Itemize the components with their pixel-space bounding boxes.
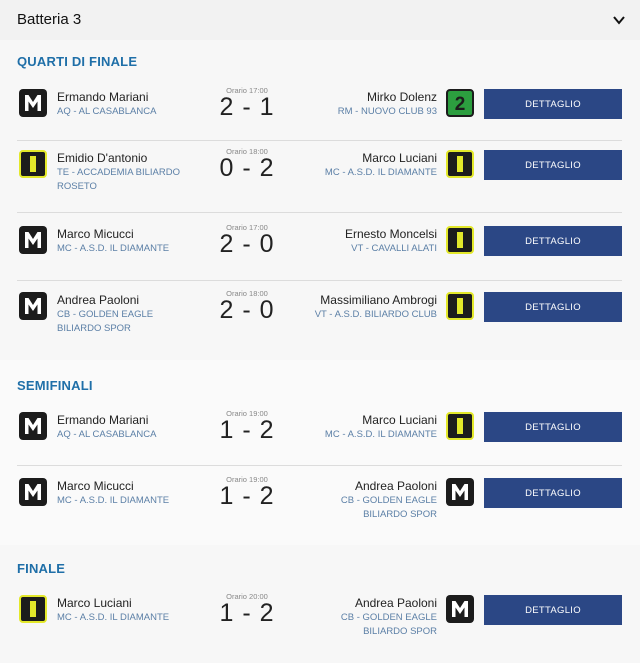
match-divider (17, 212, 622, 213)
dettaglio-button[interactable]: DETTAGLIO (484, 478, 622, 508)
match-time: Orario 17:00 (226, 223, 268, 232)
player1-club: CB - GOLDEN EAGLE BILIARDO SPOR (57, 309, 154, 334)
player2-club: CB - GOLDEN EAGLE BILIARDO SPOR (340, 495, 437, 520)
player2-badge-icon (446, 226, 474, 254)
player1-club: MC - A.S.D. IL DIAMANTE (57, 612, 170, 623)
dettaglio-button[interactable]: DETTAGLIO (484, 150, 622, 180)
match-divider (17, 280, 622, 281)
player1-badge-icon (19, 226, 47, 254)
player2-name: Mirko Dolenz (366, 90, 437, 104)
player1-club: MC - A.S.D. IL DIAMANTE (57, 243, 170, 254)
player2-badge-icon (446, 595, 474, 623)
match-time: Orario 18:00 (226, 147, 268, 156)
dettaglio-button[interactable]: DETTAGLIO (484, 89, 622, 119)
player1-badge-icon (19, 478, 47, 506)
player2-club: CB - GOLDEN EAGLE BILIARDO SPOR (340, 612, 437, 637)
player2-club: MC - A.S.D. IL DIAMANTE (324, 167, 437, 178)
player1-name: Marco Micucci (57, 479, 134, 493)
player1-badge-icon (19, 292, 47, 320)
dettaglio-button[interactable]: DETTAGLIO (484, 595, 622, 625)
player2-club: VT - A.S.D. BILIARDO CLUB (314, 309, 437, 320)
player1-name: Andrea Paoloni (57, 293, 140, 307)
player1-club: TE - ACCADEMIA BILIARDO ROSETO (57, 167, 180, 192)
player2-name: Andrea Paoloni (354, 596, 437, 610)
player2-club: RM - NUOVO CLUB 93 (337, 106, 437, 117)
player2-badge-icon (446, 412, 474, 440)
match-divider (17, 465, 622, 466)
player2-badge-icon (446, 292, 474, 320)
player1-club: MC - A.S.D. IL DIAMANTE (57, 495, 170, 506)
player2-badge-icon (446, 150, 474, 178)
player2-badge-icon (446, 478, 474, 506)
match-score: 2 - 1 (219, 93, 275, 121)
batteria-header[interactable] (0, 0, 640, 40)
player1-name: Marco Luciani (57, 596, 132, 610)
player2-club: VT - CAVALLI ALATI (351, 243, 437, 254)
batteria-title: Batteria 3 (17, 11, 82, 28)
section-title-finale: FINALE (17, 561, 66, 576)
player1-name: Ermando Mariani (57, 90, 149, 104)
player1-badge-icon (19, 150, 47, 178)
match-divider (17, 140, 622, 141)
player2-name: Andrea Paoloni (354, 479, 437, 493)
match-score: 2 - 0 (219, 296, 275, 324)
match-score: 2 - 0 (219, 230, 275, 258)
player1-badge-icon (19, 412, 47, 440)
section-title-quarti: QUARTI DI FINALE (17, 54, 138, 69)
chevron-down-icon[interactable] (612, 13, 626, 27)
match-time: Orario 19:00 (226, 409, 268, 418)
player2-name: Massimiliano Ambrogi (320, 293, 437, 307)
player1-name: Emidio D'antonio (57, 151, 148, 165)
player1-badge-icon (19, 89, 47, 117)
player1-name: Marco Micucci (57, 227, 134, 241)
svg-text:2: 2 (454, 94, 466, 113)
section-title-semifinali: SEMIFINALI (17, 378, 93, 393)
match-score: 1 - 2 (219, 416, 275, 444)
match-time: Orario 17:00 (226, 86, 268, 95)
player1-club: AQ - AL CASABLANCA (57, 106, 157, 117)
player1-name: Ermando Mariani (57, 413, 149, 427)
match-score: 1 - 2 (219, 599, 275, 627)
player2-club: MC - A.S.D. IL DIAMANTE (324, 429, 437, 440)
dettaglio-button[interactable]: DETTAGLIO (484, 226, 622, 256)
dettaglio-button[interactable]: DETTAGLIO (484, 292, 622, 322)
player2-name: Ernesto Moncelsi (344, 227, 437, 241)
dettaglio-button[interactable]: DETTAGLIO (484, 412, 622, 442)
match-time: Orario 18:00 (226, 289, 268, 298)
player2-name: Marco Luciani (362, 151, 437, 165)
match-score: 0 - 2 (219, 154, 275, 182)
match-time: Orario 20:00 (226, 592, 268, 601)
player2-name: Marco Luciani (362, 413, 437, 427)
match-time: Orario 19:00 (226, 475, 268, 484)
player2-badge-icon (446, 89, 474, 117)
player1-badge-icon (19, 595, 47, 623)
player1-club: AQ - AL CASABLANCA (57, 429, 157, 440)
match-score: 1 - 2 (219, 482, 275, 510)
